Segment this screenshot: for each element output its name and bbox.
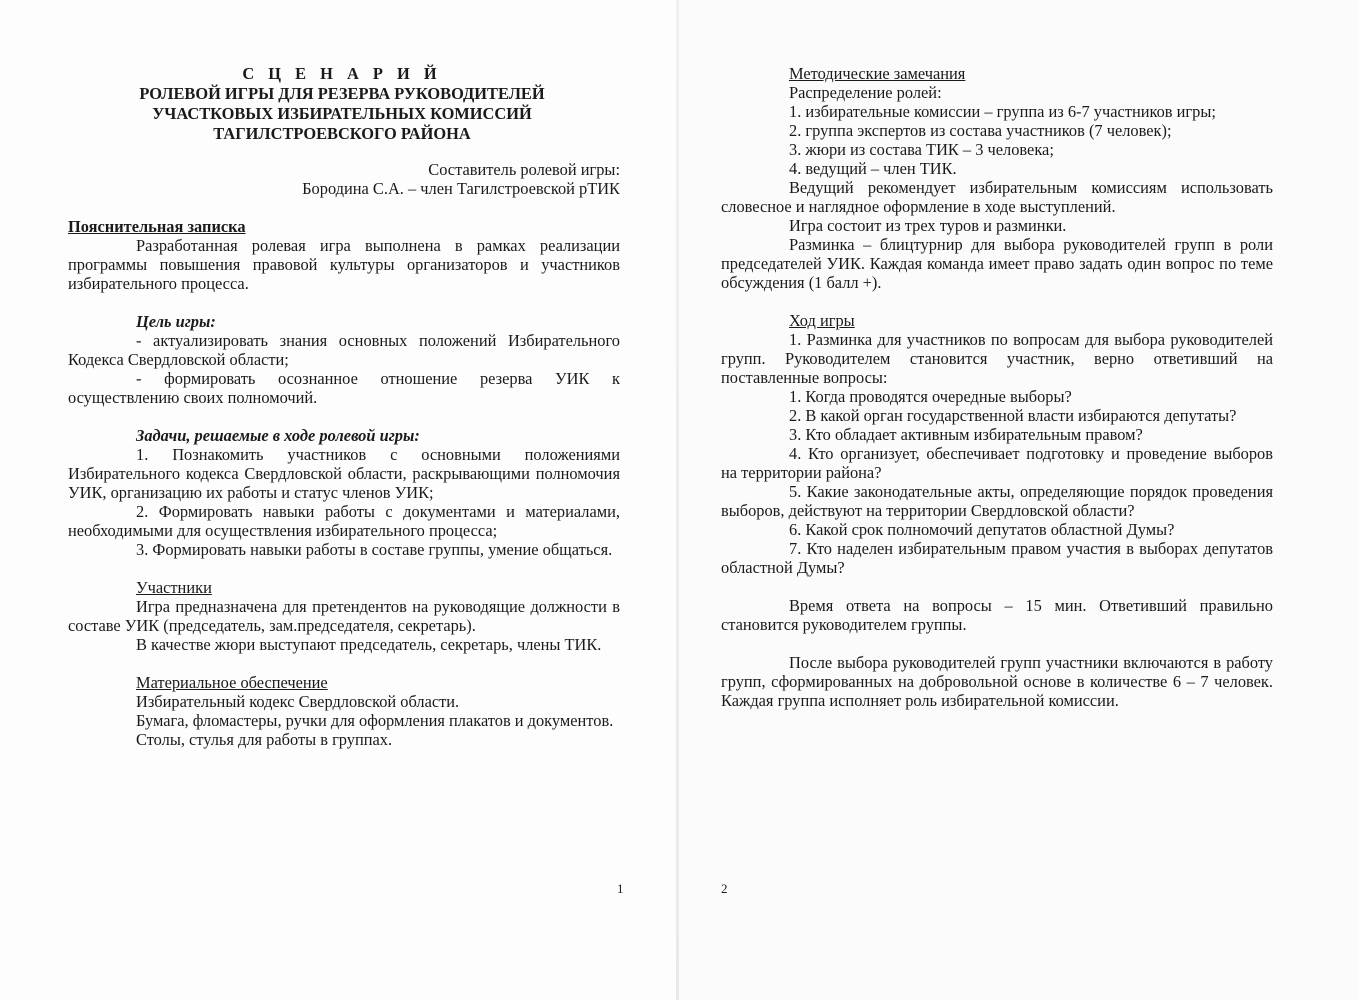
- role-item: 3. жюри из состава ТИК – 3 человека;: [789, 140, 1054, 159]
- participants-heading: Участники: [136, 578, 212, 597]
- composer-name: Бородина С.А. – член Тагилстроевской рТИК: [302, 179, 620, 198]
- composer-label: Составитель ролевой игры:: [428, 160, 620, 179]
- goal-item: - формировать осознанное отношение резерва УИК к осуществлению своих полномочий.: [68, 369, 620, 407]
- course-heading: Ход игры: [789, 311, 855, 330]
- method-paragraph: Разминка – блицтурнир для выбора руководителей групп в роли председателей УИК. Каждая команда имеет право задать один вопрос по теме обсуждения (1 балл +).: [721, 235, 1273, 292]
- question-item: 7. Кто наделен избирательным правом участия в выборах депутатов областной Думы?: [721, 539, 1273, 577]
- method-paragraph: Игра состоит из трех туров и разминки.: [789, 216, 1067, 235]
- page-left-content: [68, 64, 620, 749]
- method-heading: Методические замечания: [789, 64, 966, 83]
- document-title: [64, 64, 620, 144]
- course-intro: 1. Разминка для участников по вопросам для выбора руководителей групп. Руководителем становится участник, верно ответивший на поставленные вопросы:: [721, 330, 1273, 387]
- materials-item: Столы, стулья для работы в группах.: [136, 730, 393, 749]
- goal-heading: Цель игры:: [136, 312, 216, 331]
- note-heading: Пояснительная записка: [68, 217, 246, 236]
- answer-time-paragraph: Время ответа на вопросы – 15 мин. Ответивший правильно становится руководителем группы.: [721, 596, 1273, 634]
- question-item: 2. В какой орган государственной власти избираются депутаты?: [789, 406, 1237, 425]
- page-right-content: [721, 64, 1273, 710]
- materials-item: Бумага, фломастеры, ручки для оформления плакатов и документов.: [136, 711, 614, 730]
- question-item: 4. Кто организует, обеспечивает подготовку и проведение выборов на территории района?: [721, 444, 1273, 482]
- participants-item: В качестве жюри выступают председатель, секретарь, члены ТИК.: [136, 635, 602, 654]
- role-item: 4. ведущий – член ТИК.: [789, 159, 957, 178]
- task-item: 1. Познакомить участников с основными положениями Избирательного кодекса Свердловской области, раскрывающими полномочия УИК, организацию их работы и статус членов УИК;: [68, 445, 620, 502]
- page-number: 2: [721, 881, 728, 896]
- question-item: 3. Кто обладает активным избирательным правом?: [789, 425, 1143, 444]
- materials-item: Избирательный кодекс Свердловской области.: [136, 692, 460, 711]
- tasks-heading: Задачи, решаемые в ходе ролевой игры:: [136, 426, 420, 445]
- note-text: Разработанная ролевая игра выполнена в рамках реализации программы повышения правовой культуры организаторов и участников избирательного процесса.: [68, 236, 620, 293]
- task-item: 3. Формировать навыки работы в составе группы, умение общаться.: [136, 540, 613, 559]
- question-item: 6. Какой срок полномочий депутатов областной Думы?: [789, 520, 1175, 539]
- method-paragraph: Ведущий рекомендует избирательным комиссиям использовать словесное и наглядное оформление в ходе выступлений.: [721, 178, 1273, 216]
- roles-label: Распределение ролей:: [789, 83, 942, 102]
- page-right: [679, 0, 1358, 1000]
- goal-item: - актуализировать знания основных положений Избирательного Кодекса Свердловской области;: [68, 331, 620, 369]
- task-item: 2. Формировать навыки работы с документами и материалами, необходимыми для осуществления избирательного процесса;: [68, 502, 620, 540]
- question-item: 5. Какие законодательные акты, определяющие порядок проведения выборов, действуют на территории Свердловской области?: [721, 482, 1273, 520]
- title-line: УЧАСТКОВЫХ ИЗБИРАТЕЛЬНЫХ КОМИССИЙ: [152, 104, 532, 123]
- title-line: С Ц Е Н А Р И Й: [242, 64, 442, 83]
- materials-heading: Материальное обеспечение: [136, 673, 328, 692]
- question-item: 1. Когда проводятся очередные выборы?: [789, 387, 1072, 406]
- participants-item: Игра предназначена для претендентов на руководящие должности в составе УИК (председатель, зам.председателя, секретарь).: [68, 597, 620, 635]
- role-item: 2. группа экспертов из состава участников (7 человек);: [789, 121, 1172, 140]
- title-line: РОЛЕВОЙ ИГРЫ ДЛЯ РЕЗЕРВА РУКОВОДИТЕЛЕЙ: [139, 84, 545, 103]
- after-choice-paragraph: После выбора руководителей групп участники включаются в работу групп, сформированных на добровольной основе в количестве 6 – 7 человек. Каждая группа исполняет роль избирательной комиссии.: [721, 653, 1273, 710]
- title-line: ТАГИЛСТРОЕВСКОГО РАЙОНА: [213, 124, 471, 143]
- role-item: 1. избирательные комиссии – группа из 6-7 участников игры;: [789, 102, 1216, 121]
- page-number: 1: [617, 881, 624, 896]
